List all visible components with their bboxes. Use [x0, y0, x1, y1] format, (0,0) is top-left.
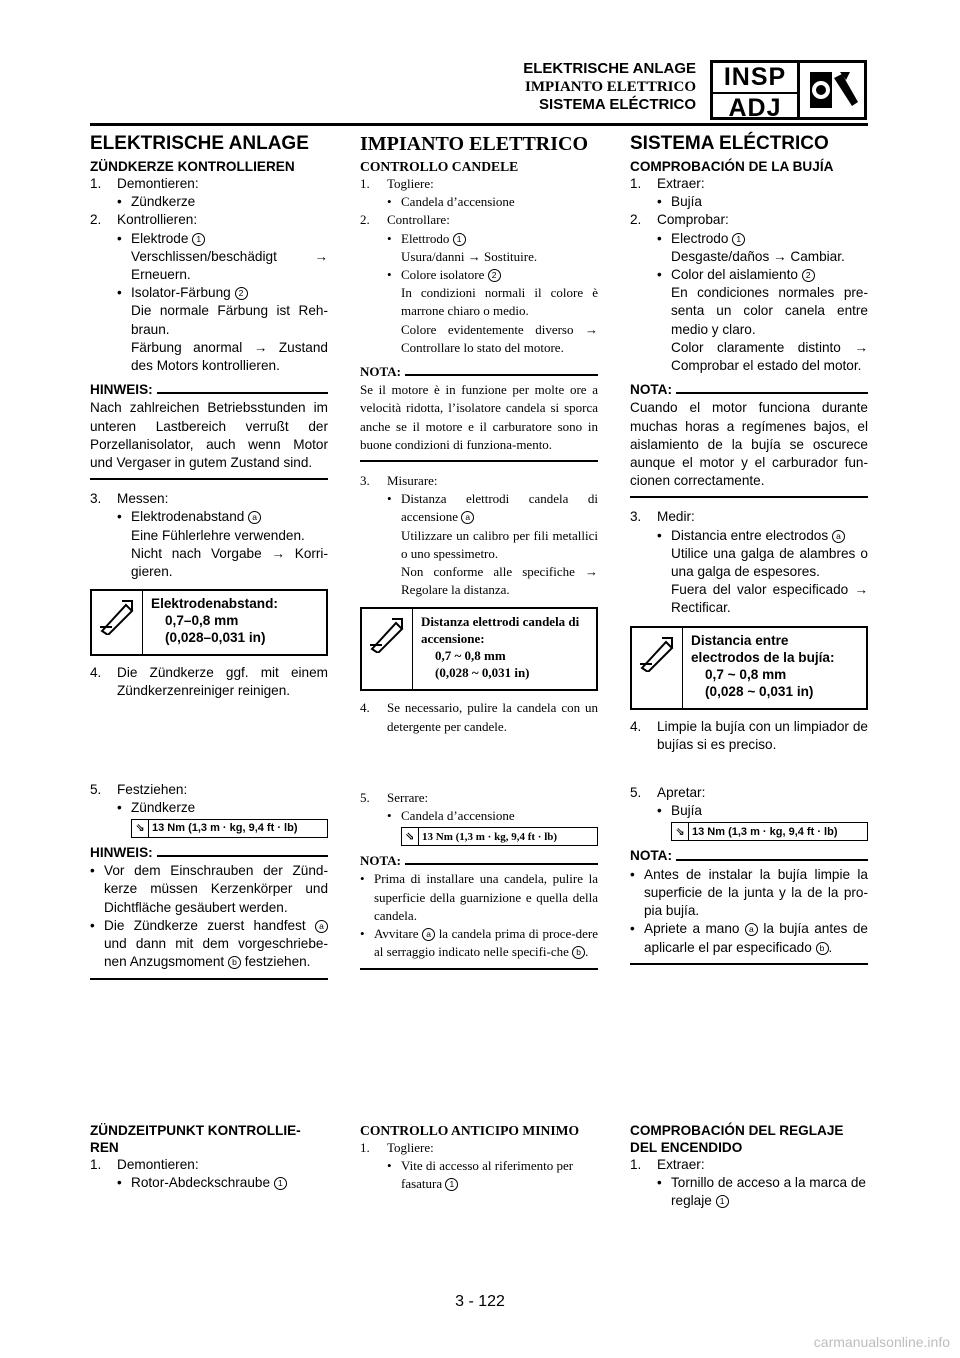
header-rule: [90, 123, 868, 126]
column-it: IMPIANTO ELETTRICO CONTROLLO CANDELE 1. Togliere: • Candela d’accensione 2. Controllare: • Elettrodo 1 Usura/danni → Sostituire. • Colore isolatore 2 In condizioni normali il colore è marrone chiaro o medio. Colore evidentemente diverso → Controllare lo stato del motore. NOTA: Se il motore è in funzione per molte ore a velocità ridotta, l’isolatore candela si sporca anche se il motore e il carburatore sono in buone condizioni di funziona-mento. 3. Misurare: • Distanza elettrodi candela di accensione a Utilizzare un calibro per fili metallici o uno spessimetro. Non conforme alle specifiche → Regolare la distanza. Distanza elettrodi candela di accensione: 0,7 ~ 0,8 mm (0,028 ~ 0,031 in) 4. Se necessario, pulire la candela con un detergente per candele. 5. Serrare: • Candela d’accensione ⇘ 13 Nm (1,3 m · kg, 9,4 ft · lb) NOTA: • Prima di installare una candela, pulire la superficie della guarnizione e quella della candela. • Avvitare a la candela prima di proce-dere al serraggio indicato nelle specifi-che b .: [360, 132, 598, 980]
bullet-item: • Candela d’accensione: [387, 808, 515, 824]
note-text: Se il motore è in funzione per molte ore a velocità ridotta, l’isolatore candela si sporca anche se il motore e il carburatore sono in buone condizioni di funziona-mento.: [360, 382, 598, 452]
callout-2: 2: [235, 287, 248, 300]
bullet-item: • Elektrodenabstand a: [90, 508, 328, 526]
column-es: SISTEMA ELÉCTRICO COMPROBACIÓN DE LA BUJÍA 1. Extraer: • Bujía 2. Comprobar: • Electrodo 1 Desgaste/daños → Cambiar. • Color del aislamiento 2 En condiciones normales pre-senta un color canela entre medio y claro. Color claramente distinto → Comprobar el estado del motor. NOTA: Cuando el motor funciona durante muchas horas a regímenes bajos, el aislamiento de la bujía se oscurece aunque el motor y el carburador fun-cionen correctamente. 3. Medir: • Distancia entre electrodos a Utilice una galga de alambres o una galga de espesores. Fuera del valor especificado → Rectificar. Distancia entre electrodos de la bujía: 0,7 ~ 0,8 mm (0,028 ~ 0,031 in) 4. Limpie la bujía con un limpiador de bujías si es preciso. 5. Apretar: • Bujía ⇘ 13 Nm (1,3 m · kg, 9,4 ft · lb) NOTA: • Antes de instalar la bujía limpie la superficie de la junta y la de la pro-pia bujía. • Apriete a mano a la bujía antes de aplicarle el par especificado b .: [630, 132, 868, 975]
callout-a: a: [248, 511, 261, 524]
step: 3. Messen:: [90, 491, 169, 507]
note-header: NOTA:: [630, 381, 868, 399]
section-code-box: [710, 60, 867, 120]
column-es-bottom: [630, 1122, 868, 1211]
page-number: 3 - 122: [455, 1293, 505, 1310]
step: 1. Togliere:: [360, 176, 434, 191]
torque-wrench-icon: ⇘: [402, 828, 419, 845]
note-text: Cuando el motor funciona durante muchas horas a regímenes bajos, el aislamiento de la bujía se oscurece aunque el motor y el carburador fun-cionen correctamente.: [630, 400, 868, 489]
bullet-item: • Tornillo de acceso a la marca de reglaje 1: [657, 1175, 866, 1209]
column-de: ELEKTRISCHE ANLAGE ZÜNDKERZE KONTROLLIEREN 1. Demontieren: • Zündkerze 2. Kontrollieren: • Elektrode 1 Verschlissen/beschädigt → Erneuern. • Isolator-Färbung 2 Die normale Färbung ist Reh-braun. Färbung anormal → Zustand des Motors kontrollieren. HINWEIS: Nach zahlreichen Betriebsstunden im unteren Lastbereich verrußt der Porzellanisolator, auch wenn Motor und Vergaser in gutem Zustand sind. 3. Messen: • Elektrodenabstand a Eine Fühlerlehre verwenden. Nicht nach Vorgabe → Korri-gieren. Elektrodenabstand: 0,7–0,8 mm (0,028–0,031 in) 4. Die Zündkerze ggf. mit einem Zündkerzenreiniger reinigen. 5. Festziehen: • Zündkerze ⇘ 13 Nm (1,3 m · kg, 9,4 ft · lb) HINWEIS: • Vor dem Einschrauben der Zünd-kerze müssen Kerzenkörper und Dichtfläche gesäubert werden. • Die Zündkerze zuerst handfest a und dann mit dem vorgeschriebe-nen Anzugsmoment b festziehen.: [90, 132, 328, 990]
step: 5. Apretar:: [630, 785, 706, 801]
bullet-item: • Vite di accesso al riferimento per fasatura 1: [387, 1158, 574, 1192]
note-header: NOTA:: [360, 852, 598, 870]
note-bullet: • Apriete a mano a la bujía antes de aplicarle el par especificado b .: [630, 921, 868, 955]
note-header: NOTA:: [360, 363, 598, 381]
bullet-item: • Elektrode 1: [90, 230, 328, 248]
step: 5. Serrare:: [360, 789, 429, 805]
bullet-item: • Candela d’accensione: [387, 194, 515, 210]
step: 1. Togliere:: [360, 1140, 434, 1155]
step: 5. Festziehen:: [90, 781, 188, 797]
note-header: HINWEIS:: [90, 381, 328, 399]
bullet-item: • Distancia entre electrodos a: [630, 527, 868, 545]
torque-spec: ⇘ 13 Nm (1,3 m · kg, 9,4 ft · lb): [671, 822, 868, 841]
note-bullet: • Antes de instalar la bujía limpie la superficie de la junta y la de la pro-pia bujía.: [630, 866, 868, 919]
bullet-item: • Zündkerze: [117, 799, 196, 815]
note-bullet: • Avvitare a la candela prima di proce-dere al serraggio indicato nelle specifi-che b .: [360, 926, 599, 960]
step: 1. Demontieren:: [90, 176, 199, 191]
measure-icon: [92, 591, 143, 654]
bullet-item: • Color del aislamiento 2: [630, 266, 868, 284]
bullet-item: • Distanza elettrodi candela di accensione a: [387, 491, 598, 525]
measure-icon: [362, 609, 413, 689]
torque-wrench-icon: ⇘: [672, 823, 689, 840]
subsection-title: COMPROBACIÓN DE LA BUJÍA: [630, 159, 834, 174]
bullet-item: • Rotor-Abdeckschraube 1: [90, 1174, 328, 1192]
header-titles: [523, 60, 696, 114]
header-title-de: ELEKTRISCHE ANLAGE: [523, 60, 696, 77]
step: 2. Kontrollieren:: [90, 212, 198, 228]
step: 4. Limpie la bujía con un limpiador de bujías si es preciso.: [630, 718, 868, 752]
bullet-item: • Electrodo 1: [630, 230, 868, 248]
spec-box: Elektrodenabstand: 0,7–0,8 mm (0,028–0,031 in): [90, 589, 328, 656]
code-insp: INSP: [713, 63, 797, 94]
spec-box: Distancia entre electrodos de la bujía: 0,7 ~ 0,8 mm (0,028 ~ 0,031 in): [630, 626, 868, 710]
bullet-item: • Isolator-Färbung 2: [90, 284, 328, 302]
torque-wrench-icon: ⇘: [132, 820, 149, 837]
step: 3. Medir:: [630, 509, 695, 525]
subsection-title: COMPROBACIÓN DEL REGLAJE DEL ENCENDIDO: [630, 1123, 844, 1155]
step: 2. Comprobar:: [630, 212, 729, 228]
bullet-item: • Colore isolatore 2: [360, 266, 598, 284]
header-title-es: SISTEMA ELÉCTRICO: [539, 96, 696, 113]
wrench-icon: [800, 63, 864, 117]
torque-spec: ⇘ 13 Nm (1,3 m · kg, 9,4 ft · lb): [401, 827, 598, 846]
note-header: NOTA:: [630, 847, 868, 865]
step: 1. Demontieren:: [90, 1157, 199, 1172]
step: 3. Misurare:: [360, 473, 438, 489]
code-adj: ADJ: [728, 94, 782, 122]
note-bullet: • Die Zündkerze zuerst handfest a und dann mit dem vorgeschriebe-nen Anzugsmoment b festziehen.: [90, 917, 328, 970]
bullet-item: • Zündkerze: [117, 194, 196, 210]
note-header: HINWEIS:: [90, 844, 328, 862]
spec-box: Distanza elettrodi candela di accensione: 0,7 ~ 0,8 mm (0,028 ~ 0,031 in): [360, 607, 598, 691]
note-bullet: • Prima di installare una candela, pulire la superficie della guarnizione e quella della candela.: [360, 871, 598, 923]
callout-1: 1: [192, 233, 205, 246]
subsection-title: ZÜNDKERZE KONTROLLIEREN: [90, 159, 295, 174]
note-bullet: • Vor dem Einschrauben der Zünd-kerze müssen Kerzenkörper und Dichtfläche gesäubert werden.: [90, 863, 328, 915]
section-title: IMPIANTO ELETTRICO: [360, 133, 589, 155]
step: 1. Extraer:: [630, 176, 705, 191]
section-title: SISTEMA ELÉCTRICO: [630, 133, 829, 154]
step: 2. Controllare:: [360, 212, 450, 228]
step: 1. Extraer:: [630, 1157, 705, 1172]
header-title-it: IMPIANTO ELETTRICO: [524, 79, 696, 95]
column-it-bottom: [360, 1122, 598, 1194]
bullet-item: • Elettrodo 1: [360, 230, 598, 248]
note-text: Nach zahlreichen Betriebsstunden im unteren Lastbereich verrußt der Porzellanisolator, auch wenn Motor und Vergaser in gutem Zustand sind.: [90, 400, 328, 471]
column-de-bottom: [90, 1122, 328, 1192]
torque-spec: ⇘ 13 Nm (1,3 m · kg, 9,4 ft · lb): [131, 819, 328, 838]
step: 4. Die Zündkerze ggf. mit einem Zündkerzenreiniger reinigen.: [90, 665, 328, 699]
subsection-title: CONTROLLO CANDELE: [360, 159, 519, 174]
bullet-item: • Bujía: [657, 194, 702, 210]
watermark: carmanualsonline.info: [813, 1334, 950, 1350]
subsection-title: ZÜNDZEITPUNKT KONTROLLIE-REN: [90, 1123, 301, 1155]
bullet-item: • Bujía: [657, 803, 702, 819]
subsection-title: CONTROLLO ANTICIPO MINIMO: [360, 1123, 580, 1138]
step: 4. Se necessario, pulire la candela con un detergente per candele.: [360, 700, 598, 734]
measure-icon: [632, 628, 683, 708]
section-title: ELEKTRISCHE ANLAGE: [90, 133, 309, 154]
